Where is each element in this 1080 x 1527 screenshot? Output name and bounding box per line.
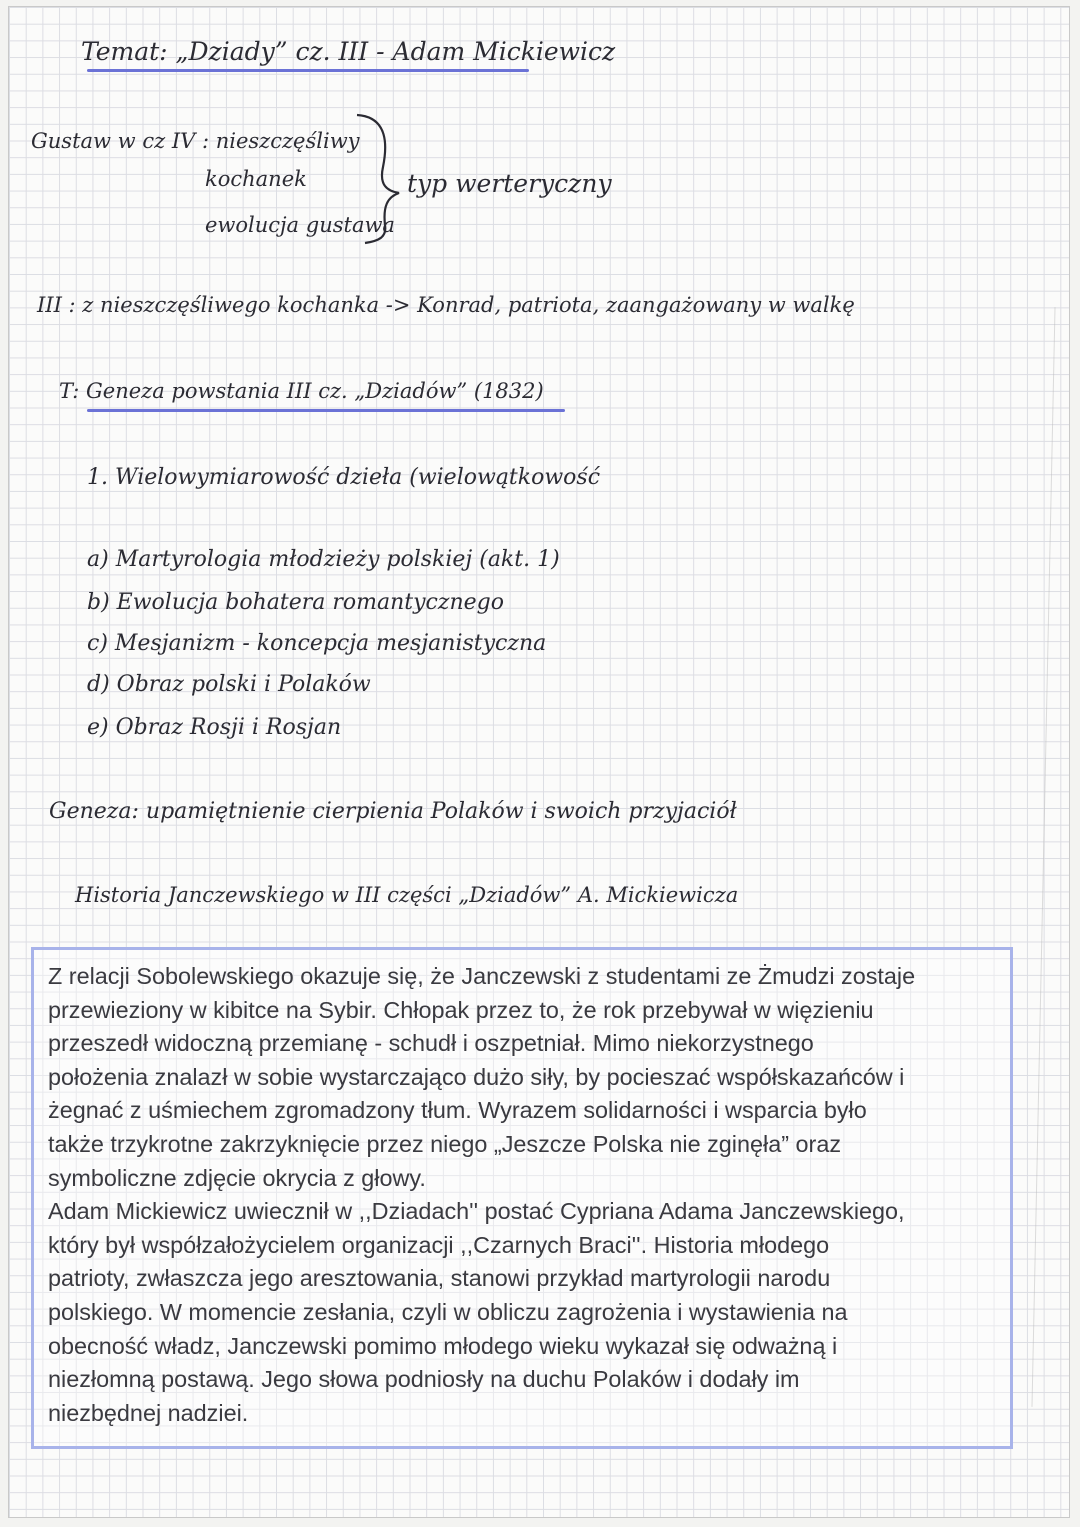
page-title: Temat: „Dziady” cz. III - Adam Mickiewicz <box>81 37 616 66</box>
geneza-note: Geneza: upamiętnienie cierpienia Polaków i swoich przyjaciół <box>49 799 737 824</box>
subtitle-underline <box>87 409 565 412</box>
summary-text: Z relacji Sobolewskiego okazuje się, że Janczewski z studentami ze Żmudzi zostaje przewieziony w kibitce na Sybir. Chłopak przez to, że rok przebywał w więzieniu przeszedł widoczną przemianę - schudł i oszpetniał. Mimo niekorzystnego położenia znalazł w sobie wystarczająco dużo siły, by pocieszać współskazańców i żegnać z uśmiechem zgromadzony tłum. Wyrazem solidarności i wsparcia było także trzykrotne zakrzyknięcie przez niego „Jeszcze Polska nie zginęła” oraz symboliczne zdjęcie okrycia z głowy. Adam Mickiewicz uwiecznił w ,,Dziadach'' postać Cypriana Adama Janczewskiego, który był współzałożycielem organizacji ,,Czarnych Braci''. Historia młodego patrioty, zwłaszcza jego aresztowania, stanowi przykład martyrologii narodu polskiego. W momencie zesłania, czyli w obliczu zagrożenia i wystawienia na obecność władz, Janczewski pomimo młodego wieku wykazał się odważną i niezłomną postawą. Jego słowa podniosły na duchu Polaków i dodały im niezbędnej nadziei. <box>48 963 916 1426</box>
point-1: 1. Wielowymiarowość dzieła (wielowątkowość <box>87 465 601 490</box>
section-heading: T: Geneza powstania III cz. „Dziadów” (1832) <box>59 379 544 403</box>
list-item: e) Obraz Rosji i Rosjan <box>87 715 342 740</box>
notebook-page <box>8 6 1070 1518</box>
list-item: b) Ewolucja bohatera romantycznego <box>87 590 504 615</box>
page-fold-line <box>1031 307 1055 1407</box>
gustaw-note-type: typ werteryczny <box>407 169 612 198</box>
historia-heading: Historia Janczewskiego w III części „Dziadów” A. Mickiewicza <box>75 883 739 907</box>
list-item: c) Mesjanizm - koncepcja mesjanistyczna <box>87 631 547 656</box>
gustaw-note-line2: kochanek <box>205 167 307 191</box>
list-item: a) Martyrologia młodzieży polskiej (akt. 1) <box>87 547 560 572</box>
gustaw-note-line1: Gustaw w cz IV : nieszczęśliwy <box>31 129 360 153</box>
part-iii-note: III : z nieszczęśliwego kochanka -> Konrad, patriota, zaangażowany w walkę <box>37 293 855 317</box>
summary-box <box>31 947 1013 1449</box>
title-underline <box>87 69 529 72</box>
gustaw-note-line3: ewolucja gustawa <box>205 213 395 237</box>
list-item: d) Obraz polski i Polaków <box>87 672 371 697</box>
